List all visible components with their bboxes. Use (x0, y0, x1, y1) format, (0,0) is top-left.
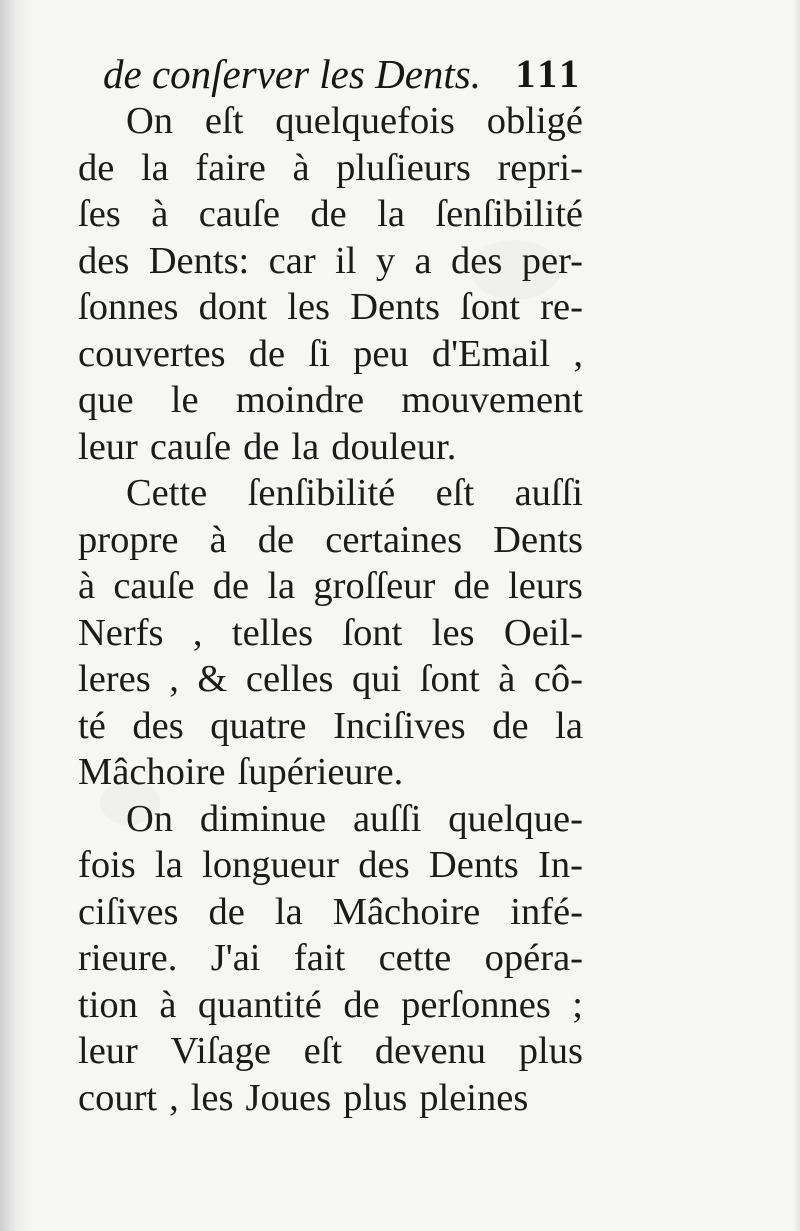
page-edge (794, 0, 800, 1231)
text-line: tion à quantité de perſonnes ; (78, 983, 583, 1026)
page-number: 111 (515, 51, 583, 96)
text-line: que le moindre mouvement (78, 379, 583, 421)
text-line: de la faire à pluſieurs repri- (78, 146, 583, 189)
text-line: Cette ſenſibilité eſt auſſi (126, 472, 583, 514)
text-line: Nerfs , telles ſont les Oeil- (78, 611, 583, 654)
text-line: propre à de certaines Dents (78, 518, 583, 561)
text-line: ſes à cauſe de la ſenſibilité (78, 193, 583, 235)
text-line: court , les Joues plus pleines (78, 1076, 529, 1119)
page-header (103, 44, 583, 104)
text-line: On diminue auſſi quelque- (126, 797, 583, 840)
running-title: de conſerver les Dents. (103, 51, 481, 97)
text-line: leur cauſe de la douleur. (78, 425, 457, 468)
page-gutter-shadow (0, 0, 34, 1231)
text-line: On eſt quelquefois obligé (126, 100, 583, 142)
text-line: couvertes de ſi peu d'Email , (78, 332, 583, 375)
body-text (78, 98, 583, 1121)
text-line: rieure. J'ai fait cette opéra- (78, 937, 583, 979)
text-line: leur Viſage eſt devenu plus (78, 1030, 583, 1072)
text-line: Mâchoire ſupérieure. (78, 751, 404, 793)
text-line: ciſives de la Mâchoire infé- (78, 890, 583, 933)
text-line: leres , & celles qui ſont à cô- (78, 658, 583, 700)
text-line: à cauſe de la groſſeur de leurs (78, 565, 583, 607)
text-line: ſonnes dont les Dents ſont re- (78, 286, 583, 328)
text-line: des Dents: car il y a des per- (78, 239, 583, 282)
text-line: fois la longueur des Dents In- (78, 844, 583, 886)
text-line: té des quatre Inciſives de la (78, 704, 583, 747)
